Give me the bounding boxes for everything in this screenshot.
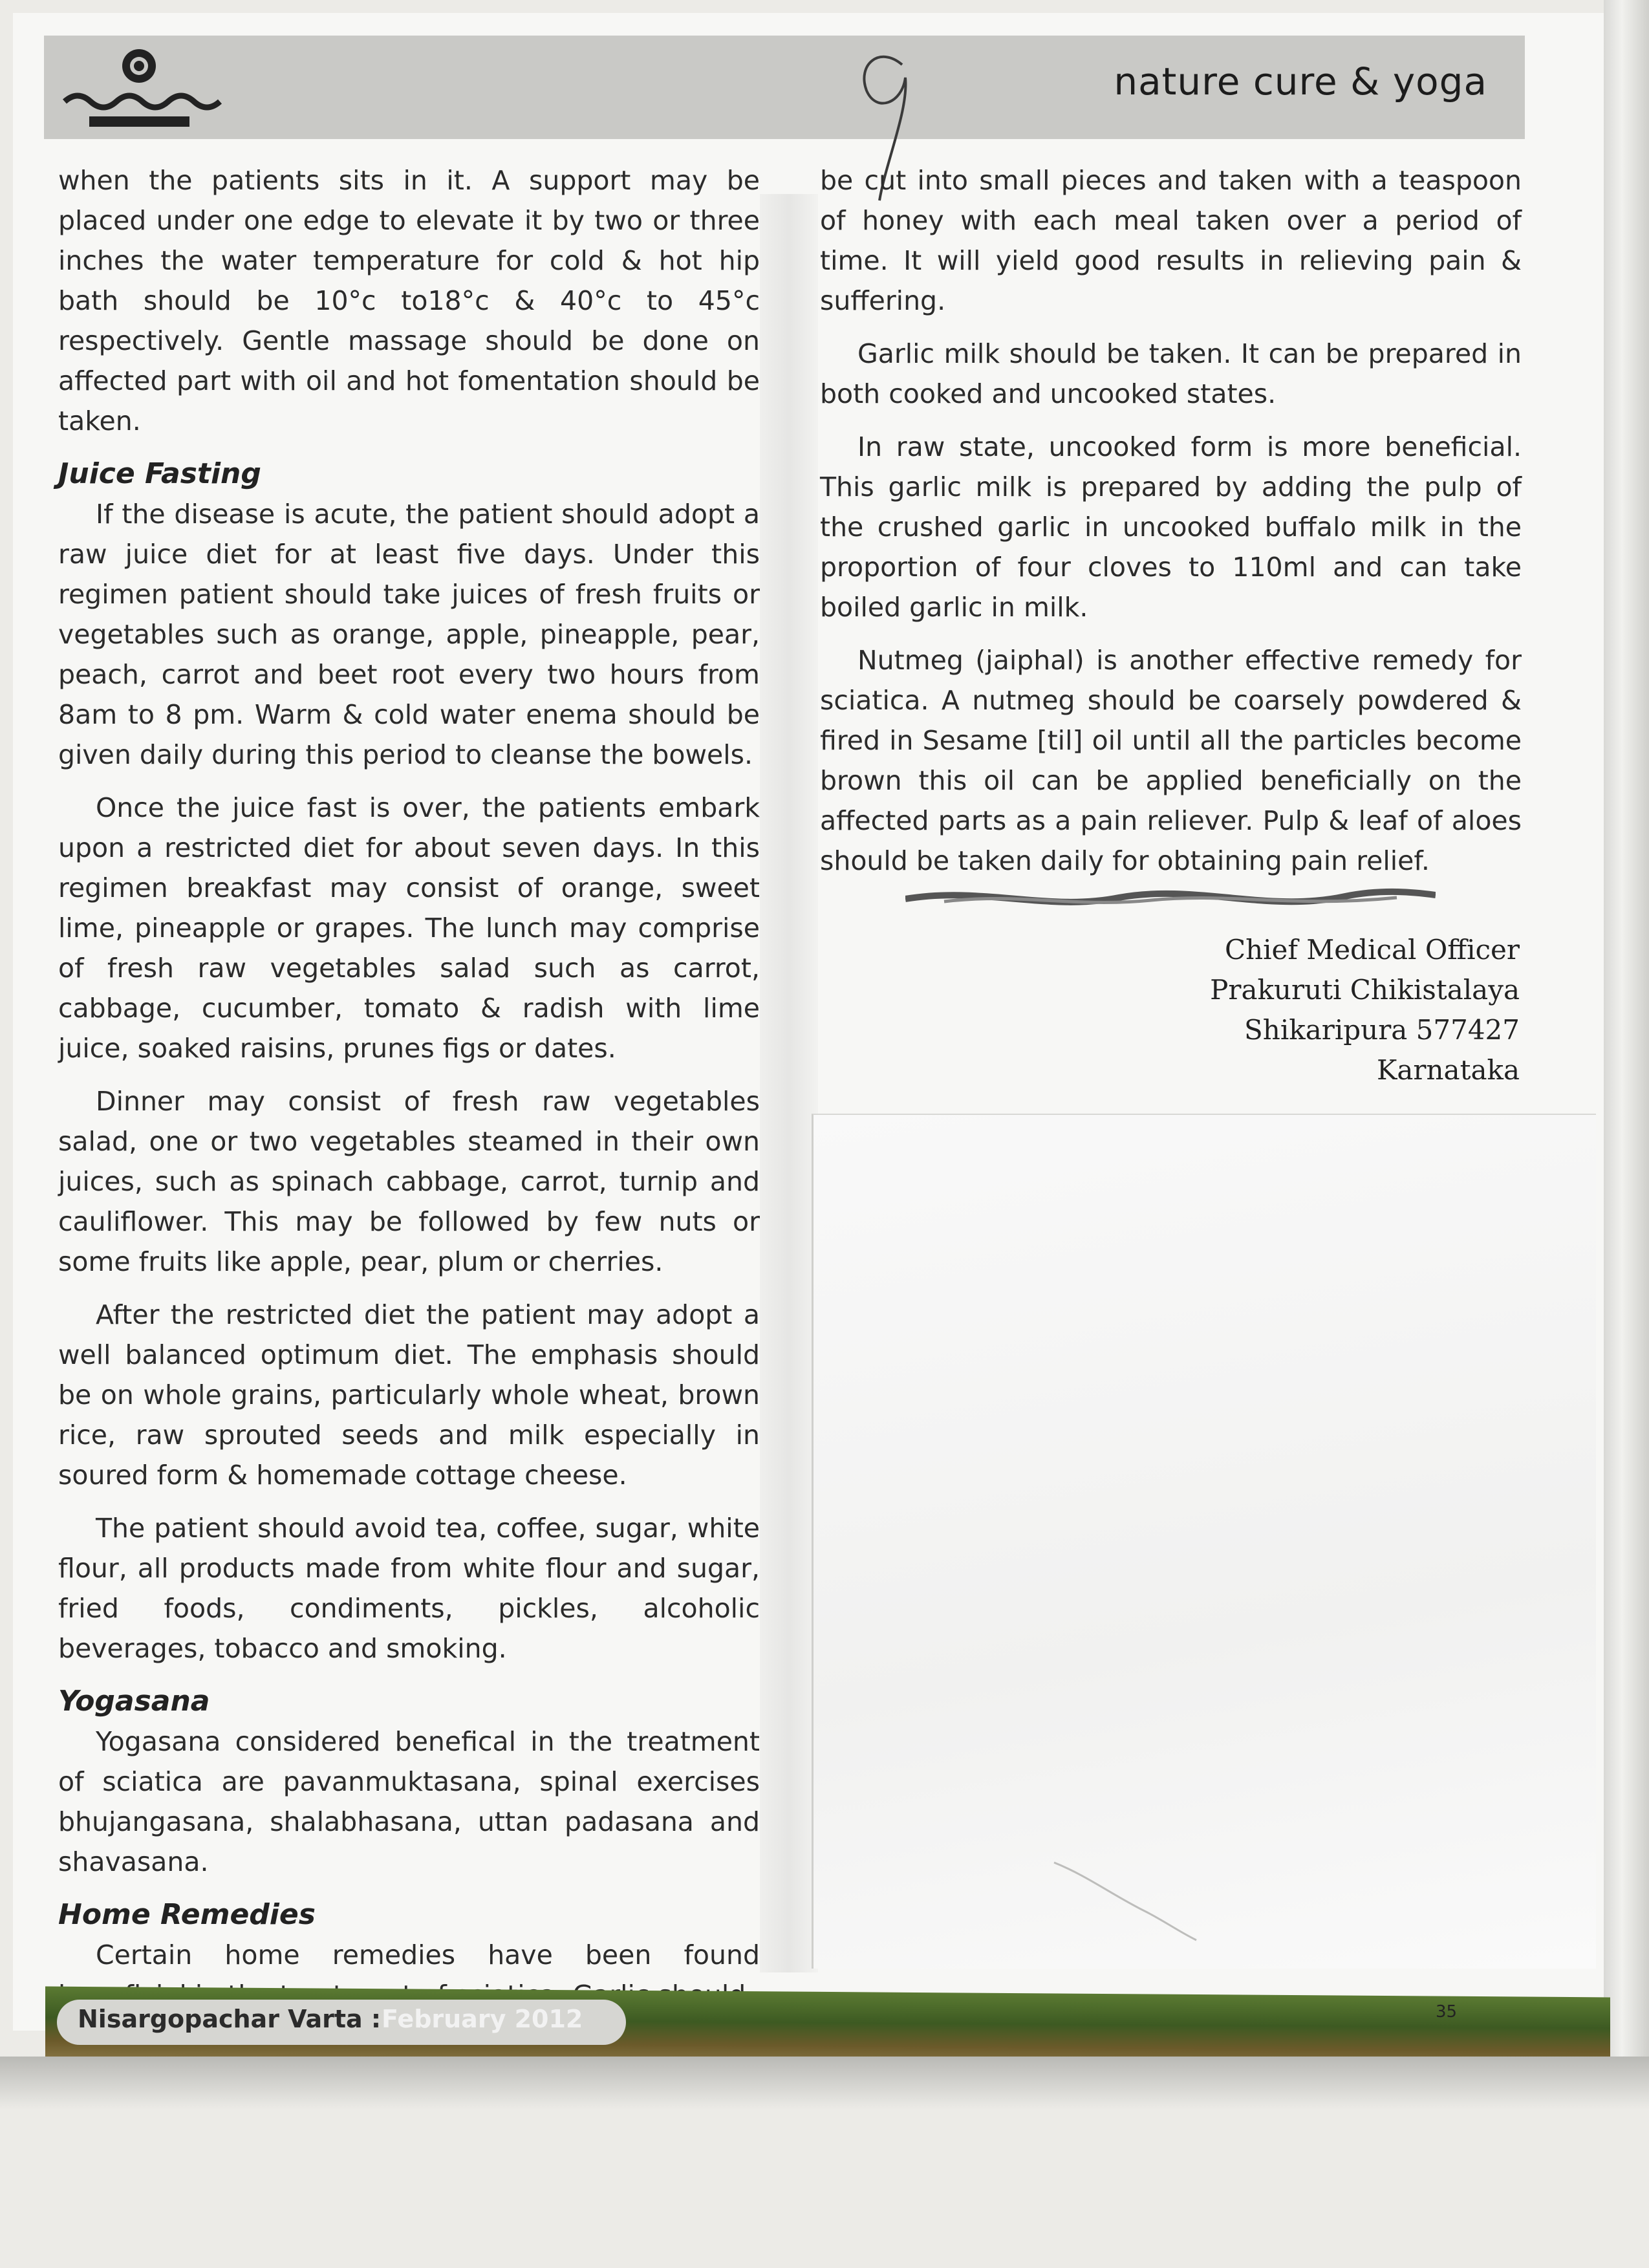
publication-name: Nisargopachar Varta : <box>78 2005 382 2033</box>
left-column <box>58 160 760 2028</box>
home-remedies-heading: Home Remedies <box>58 1898 316 1931</box>
author-signature-block <box>1210 930 1520 1090</box>
intro-paragraph: when the patients sits in it. A support may be placed under one edge to elevate it by two or three inches the water temperature for cold & hot hip bath should be 10°c to18°c & 40°c to 45°c respectively. Gentle massage should be done on affected part with oil and hot fomentation should be taken. <box>58 165 760 437</box>
home-remedies-paragraph: Certain home remedies have been found <box>96 1939 760 1971</box>
scan-background <box>0 2057 1649 2268</box>
right-paragraph-2: Garlic milk should be taken. It can be prepared in both cooked and uncooked states. <box>820 338 1522 409</box>
right-paragraph-3: In raw state, uncooked form is more beneficial. This garlic milk is prepared by adding the pulp of the crushed garlic in uncooked buffalo milk in the proportion of four cloves to 110ml and can take boiled garlic in milk. <box>820 431 1522 623</box>
juice-paragraph-1: If the disease is acute, the patient should adopt a raw juice diet for at least five days. Under this regimen patient should take juices of fresh fruits or vegetables such as orange, apple, pineapple, pear, peach, carrot and beet root every two hours from 8am to 8 pm. Warm & cold water enema should be given daily during this period to cleanse the bowels. <box>58 499 760 770</box>
yogasana-paragraph: Yogasana considered benefical in the treatment of sciatica are pavanmuktasana, spinal exercises bhujangasana, shalabhasana, uttan padasana and shavasana. <box>58 1726 760 1877</box>
juice-paragraph-5: The patient should avoid tea, coffee, sugar, white flour, all products made from white flour and sugar, fried foods, condiments, pickles, alcoholic beverages, tobacco and smoking. <box>58 1513 760 1664</box>
juice-paragraph-2: Once the juice fast is over, the patients embark upon a restricted diet for about seven days. In this regimen breakfast may consist of orange, sweet lime, pineapple or grapes. The lunch may comprise of fresh raw vegetables salad such as carrot, cabbage, cucumber, tomato & radish with lime juice, soaked raisins, prunes figs or dates. <box>58 792 760 1064</box>
right-paragraph-4: Nutmeg (jaiphal) is another effective remedy for sciatica. A nutmeg should be coarsely powdered & fired in Sesame [til] oil until all the particles become brown this oil can be applied beneficially on the affected parts as a pain reliever. Pulp & leaf of aloes should be taken daily for obtaining pain relief. <box>820 645 1522 876</box>
decorative-swash-divider <box>905 880 1436 918</box>
juice-fasting-heading: Juice Fasting <box>58 457 261 490</box>
signature-line-title: Chief Medical Officer <box>1224 934 1520 966</box>
wave-sun-logo-icon <box>52 40 226 137</box>
issue-date: February 2012 <box>382 2005 583 2033</box>
signature-line-institution: Prakuruti Chikistalaya <box>1210 974 1520 1006</box>
juice-paragraph-4: After the restricted diet the patient may adopt a well balanced optimum diet. The emphasis should be on whole grains, particularly whole wheat, brown rice, raw sprouted seeds and milk especially in soured form & homemade cottage cheese. <box>58 1299 760 1491</box>
column-gutter-shadow <box>760 194 818 1972</box>
signature-line-city: Shikaripura 577427 <box>1244 1014 1520 1046</box>
juice-paragraph-3: Dinner may consist of fresh raw vegetables salad, one or two vegetables steamed in their own juices, such as spinach cabbage, carrot, turnip and cauliflower. This may be followed by few nuts or some fruits like apple, pear, plum or cherries. <box>58 1086 760 1277</box>
pasted-over-paper <box>812 1114 1596 1969</box>
signature-line-state: Karnataka <box>1377 1054 1520 1086</box>
paper-crease-mark <box>1048 1850 1203 1947</box>
right-column <box>820 160 1522 894</box>
section-title: nature cure & yoga <box>1114 59 1487 103</box>
page-number: 35 <box>1436 2002 1458 2022</box>
right-paragraph-1: be cut into small pieces and taken with a teaspoon of honey with each meal taken over a period of time. It will yield good results in relieving pain & suffering. <box>820 165 1522 316</box>
yogasana-heading: Yogasana <box>58 1685 210 1718</box>
page-edge <box>1604 0 1649 2057</box>
